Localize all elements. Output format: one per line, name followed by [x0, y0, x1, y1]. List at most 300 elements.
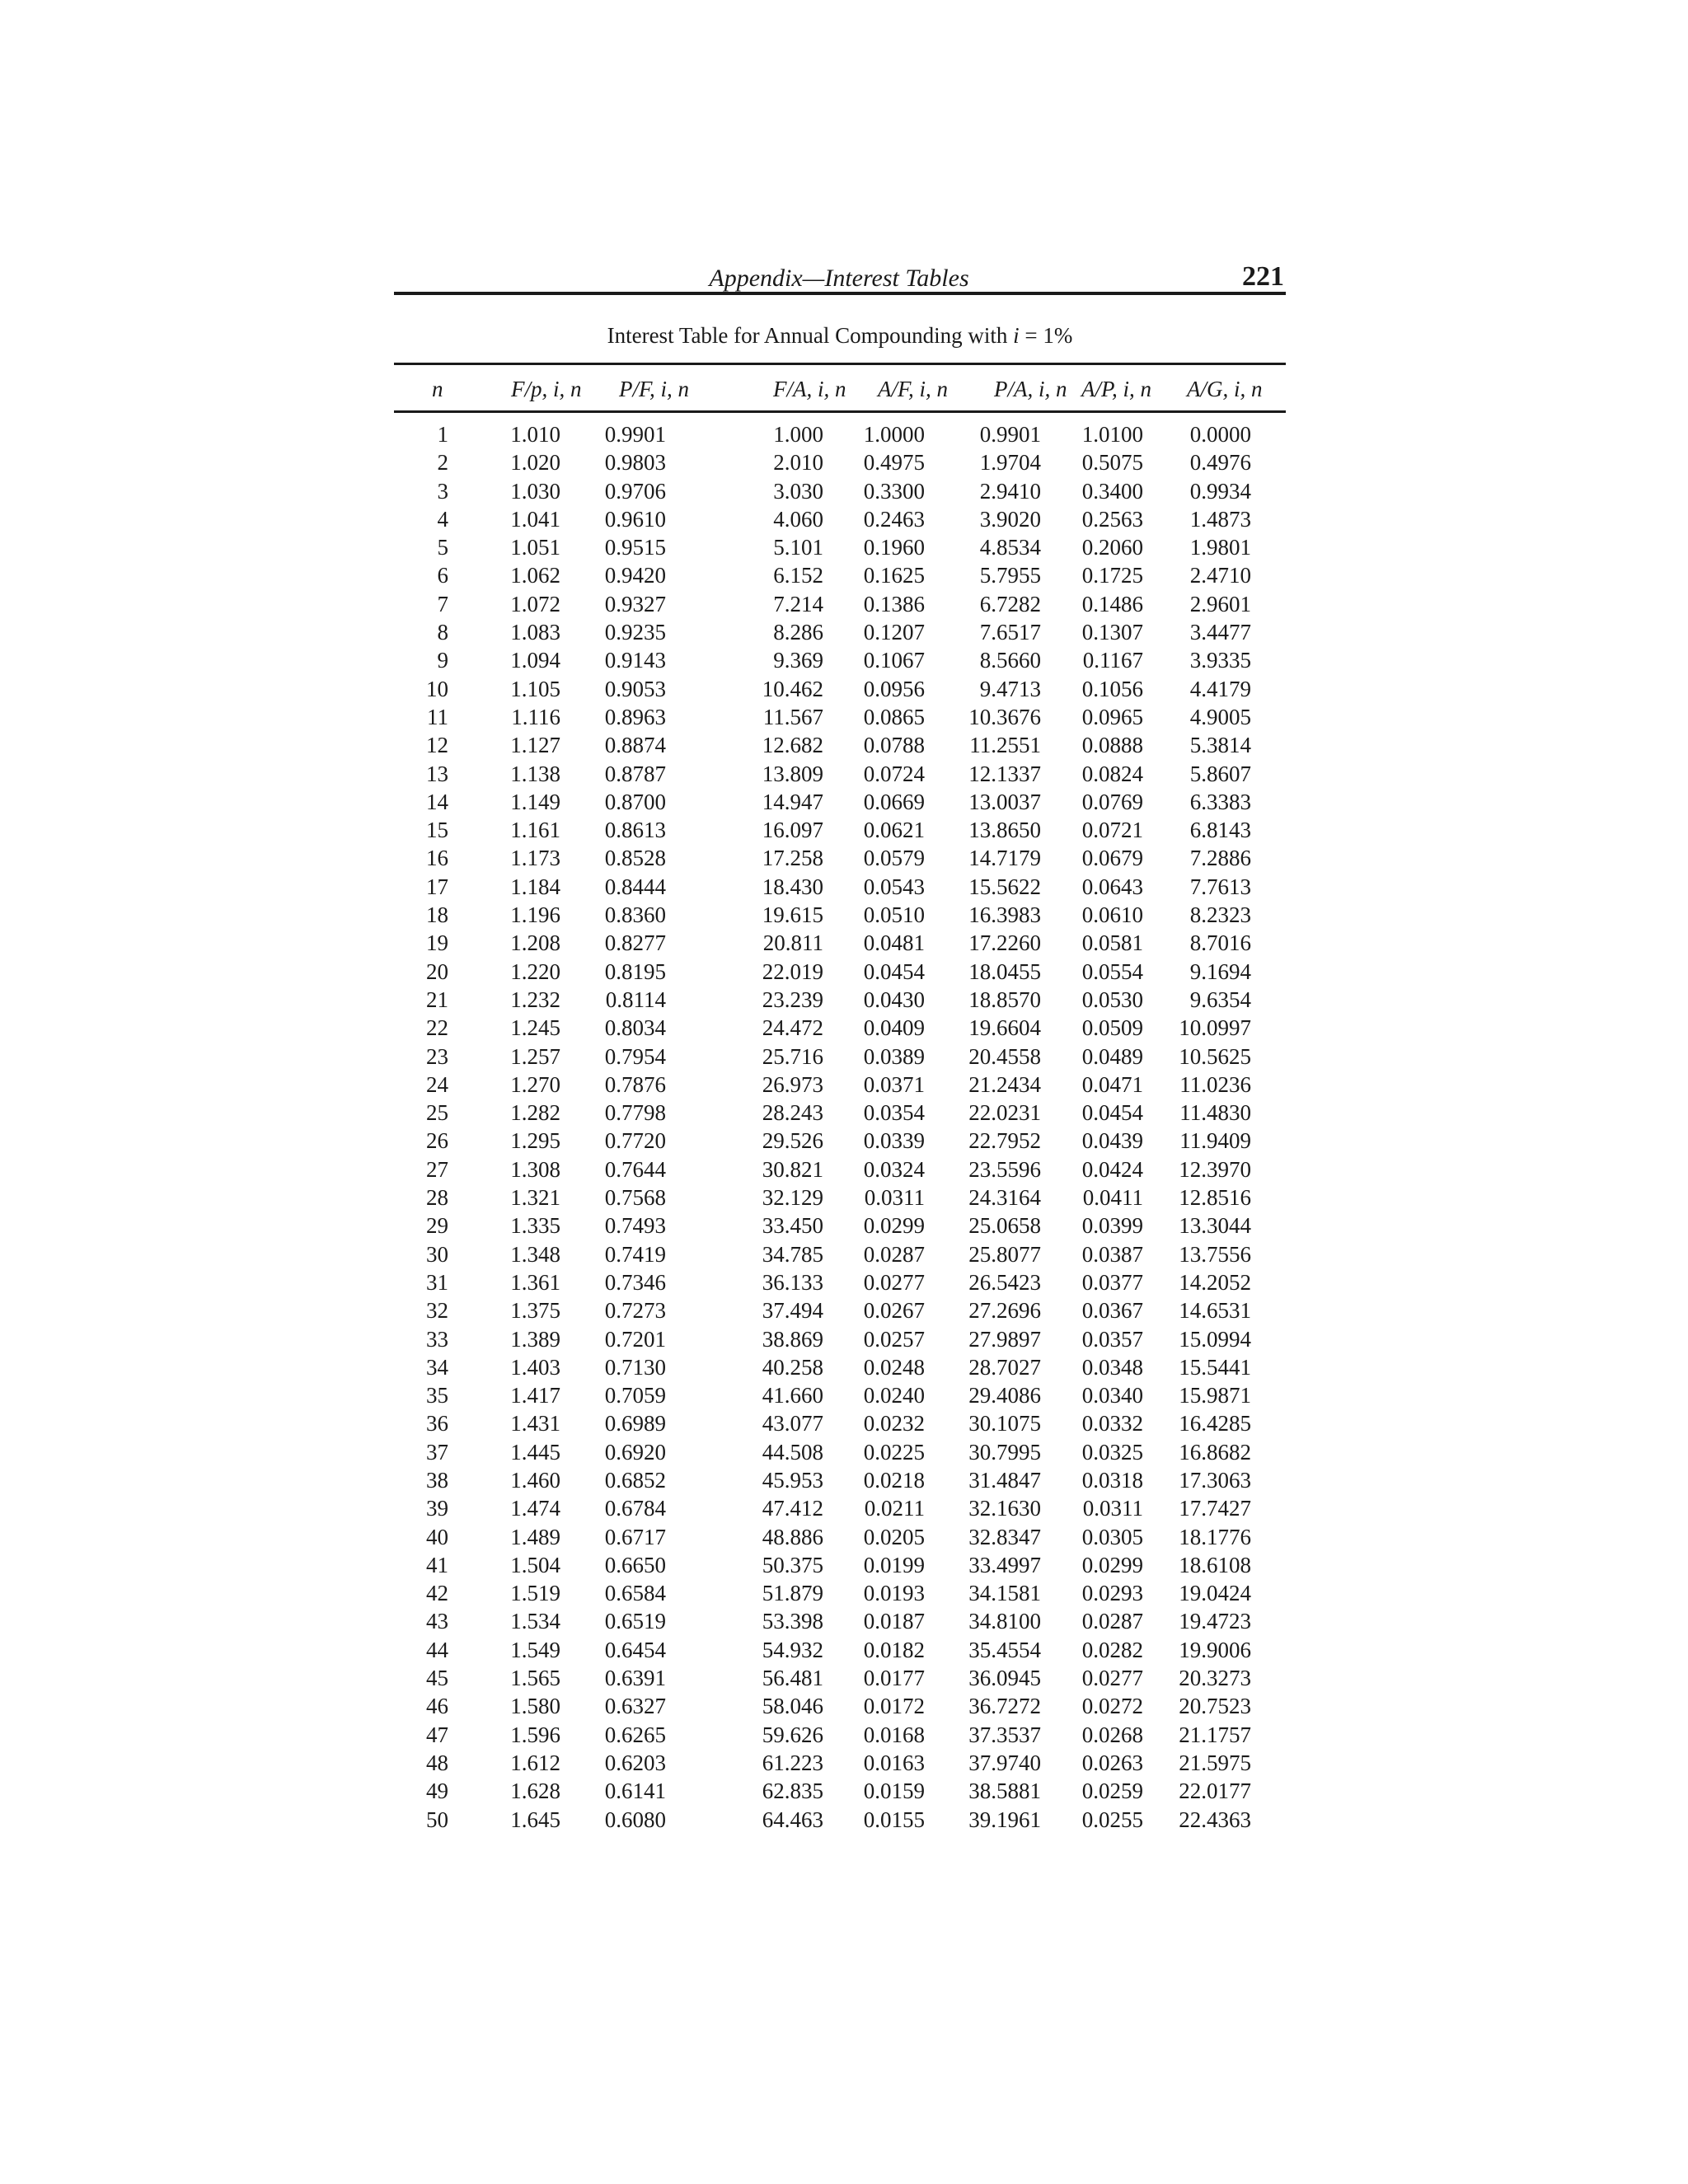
- table-cell: 0.7346: [604, 1269, 666, 1295]
- table-row: [394, 533, 1251, 561]
- table-cell: 9: [437, 648, 448, 673]
- table-cell: 11.567: [762, 704, 823, 729]
- table-cell: 27.9897: [968, 1326, 1041, 1352]
- table-cell: 1.062: [510, 563, 560, 588]
- table-cell: 5.101: [773, 535, 823, 560]
- table-cell: 0.0163: [863, 1750, 925, 1775]
- table-cell: 0.2060: [1081, 535, 1143, 560]
- table-cell: 12: [426, 733, 448, 758]
- column-header-pa: P/A, i, n: [994, 377, 1067, 401]
- table-cell: 10.0997: [1179, 1015, 1251, 1041]
- table-cell: 44.508: [762, 1439, 823, 1465]
- table-cell: 0.1386: [863, 591, 925, 616]
- table-cell: 61.223: [762, 1750, 823, 1775]
- table-cell: 0.4976: [1189, 450, 1251, 476]
- table-cell: 6: [437, 563, 448, 588]
- table-cell: 15: [426, 818, 448, 843]
- table-cell: 22.0177: [1179, 1779, 1251, 1804]
- table-cell: 19.6604: [968, 1015, 1041, 1041]
- page-number: 221: [1242, 261, 1284, 292]
- table-cell: 1.083: [510, 620, 560, 645]
- table-cell: 11.0236: [1179, 1071, 1251, 1097]
- table-cell: 23: [426, 1043, 448, 1069]
- table-cell: 13: [426, 761, 448, 786]
- table-cell: 10.462: [762, 676, 823, 701]
- running-title: Appendix—Interest Tables: [709, 265, 969, 292]
- table-row: [394, 986, 1251, 1014]
- table-cell: 0.2563: [1081, 506, 1143, 532]
- table-cell: 0.0581: [1081, 930, 1143, 956]
- table-row: [394, 873, 1251, 901]
- table-cell: 0.9420: [604, 563, 666, 588]
- table-cell: 0.7493: [604, 1213, 666, 1239]
- table-cell: 1.000: [773, 422, 823, 447]
- table-cell: 39: [426, 1496, 448, 1521]
- table-cell: 0.0377: [1081, 1269, 1143, 1295]
- table-cell: 0.8528: [604, 846, 666, 871]
- table-cell: 41: [426, 1552, 448, 1577]
- table-cell: 34.8100: [968, 1609, 1041, 1634]
- table-cell: 1.549: [510, 1637, 560, 1662]
- table-cell: 45.953: [762, 1467, 823, 1493]
- table-cell: 18.0455: [968, 958, 1041, 984]
- table-cell: 0.2463: [863, 506, 925, 532]
- table-cell: 1.612: [510, 1750, 560, 1775]
- table-cell: 0.0259: [1081, 1779, 1143, 1804]
- table-cell: 16.3983: [968, 902, 1041, 928]
- table-cell: 17.3063: [1179, 1467, 1251, 1493]
- table-cell: 0.0248: [863, 1354, 925, 1380]
- table-cell: 0.3300: [863, 478, 925, 504]
- table-cell: 0.9327: [604, 591, 666, 616]
- table-cell: 17: [426, 874, 448, 899]
- table-cell: 4: [437, 506, 448, 532]
- table-cell: 0.8195: [604, 958, 666, 984]
- table-row: [394, 1579, 1251, 1607]
- table-cell: 30: [426, 1241, 448, 1267]
- table-cell: 2.4710: [1189, 563, 1251, 588]
- table-cell: 0.0643: [1081, 874, 1143, 899]
- table-cell: 21.2434: [968, 1071, 1041, 1097]
- table-cell: 0.0788: [863, 733, 925, 758]
- table-cell: 0.0318: [1081, 1467, 1143, 1493]
- table-cell: 0.0282: [1081, 1637, 1143, 1662]
- table-cell: 17.2260: [968, 930, 1041, 956]
- table-cell: 0.7130: [604, 1354, 666, 1380]
- table-cell: 0.1960: [863, 535, 925, 560]
- table-cell: 18: [426, 902, 448, 928]
- table-cell: 14.2052: [1179, 1269, 1251, 1295]
- table-row: [394, 618, 1251, 646]
- table-cell: 27: [426, 1156, 448, 1182]
- table-cell: 0.7419: [604, 1241, 666, 1267]
- table-cell: 1.127: [510, 733, 560, 758]
- table-cell: 40.258: [762, 1354, 823, 1380]
- table-cell: 0.7954: [604, 1043, 666, 1069]
- table-cell: 18.430: [762, 874, 823, 899]
- table-row: [394, 1607, 1251, 1635]
- table-cell: 32.1630: [968, 1496, 1041, 1521]
- table-cell: 0.1307: [1081, 620, 1143, 645]
- table-cell: 15.9871: [1179, 1383, 1251, 1408]
- table-cell: 10.3676: [968, 704, 1041, 729]
- table-cell: 33: [426, 1326, 448, 1352]
- table-cell: 26.5423: [968, 1269, 1041, 1295]
- table-cell: 24: [426, 1071, 448, 1097]
- table-cell: 1.196: [510, 902, 560, 928]
- interest-table: [394, 420, 1251, 1834]
- column-header-ap: A/P, i, n: [1081, 377, 1152, 401]
- table-cell: 37.9740: [968, 1750, 1041, 1775]
- table-cell: 32.129: [762, 1185, 823, 1211]
- table-row: [394, 675, 1251, 703]
- table-cell: 0.0579: [863, 846, 925, 871]
- column-header-ag: A/G, i, n: [1187, 377, 1263, 401]
- table-cell: 6.8143: [1189, 818, 1251, 843]
- table-row: [394, 1155, 1251, 1183]
- table-cell: 0.0205: [863, 1524, 925, 1549]
- table-cell: 1.010: [510, 422, 560, 447]
- table-cell: 1.361: [510, 1269, 560, 1295]
- table-cell: 0.0232: [863, 1411, 925, 1436]
- table-cell: 0.1486: [1081, 591, 1143, 616]
- table-cell: 1.445: [510, 1439, 560, 1465]
- table-cell: 0.0299: [863, 1213, 925, 1239]
- table-cell: 0.1056: [1081, 676, 1143, 701]
- table-cell: 0.0267: [863, 1298, 925, 1324]
- table-cell: 14.6531: [1179, 1298, 1251, 1324]
- table-cell: 0.6141: [604, 1779, 666, 1804]
- table-row: [394, 1721, 1251, 1749]
- table-cell: 9.4713: [979, 676, 1041, 701]
- table-cell: 4.9005: [1189, 704, 1251, 729]
- table-cell: 13.0037: [968, 789, 1041, 814]
- table-cell: 0.0509: [1081, 1015, 1143, 1041]
- table-cell: 33.450: [762, 1213, 823, 1239]
- table-cell: 5: [437, 535, 448, 560]
- page-header: [394, 262, 1284, 295]
- table-cell: 16.097: [762, 818, 823, 843]
- table-cell: 0.8874: [604, 733, 666, 758]
- table-row: [394, 1806, 1251, 1834]
- table-cell: 0.0824: [1081, 761, 1143, 786]
- table-cell: 0.9235: [604, 620, 666, 645]
- table-cell: 0.0389: [863, 1043, 925, 1069]
- table-cell: 0.0471: [1081, 1071, 1143, 1097]
- header-bottom-rule: [394, 410, 1286, 413]
- table-cell: 6.3383: [1189, 789, 1251, 814]
- table-cell: 8.286: [773, 620, 823, 645]
- table-cell: 1.094: [510, 648, 560, 673]
- table-cell: 0.6784: [604, 1496, 666, 1521]
- table-cell: 13.3044: [1179, 1213, 1251, 1239]
- table-cell: 50: [426, 1807, 448, 1832]
- table-cell: 47: [426, 1722, 448, 1747]
- table-cell: 20.4558: [968, 1043, 1041, 1069]
- table-cell: 9.1694: [1189, 958, 1251, 984]
- table-cell: 8: [437, 620, 448, 645]
- table-cell: 37.3537: [968, 1722, 1041, 1747]
- table-cell: 0.0769: [1081, 789, 1143, 814]
- table-cell: 19.615: [762, 902, 823, 928]
- table-cell: 1.0100: [1081, 422, 1143, 447]
- table-cell: 19.9006: [1179, 1637, 1251, 1662]
- table-cell: 20.811: [762, 930, 823, 956]
- table-row: [394, 1381, 1251, 1409]
- table-cell: 0.1167: [1082, 648, 1143, 673]
- table-cell: 56.481: [762, 1666, 823, 1691]
- table-cell: 30.1075: [968, 1411, 1041, 1436]
- table-cell: 16.8682: [1179, 1439, 1251, 1465]
- table-cell: 1.628: [510, 1779, 560, 1804]
- table-cell: 34: [426, 1354, 448, 1380]
- table-cell: 1.138: [510, 761, 560, 786]
- table-cell: 5.3814: [1189, 733, 1251, 758]
- table-cell: 38.5881: [968, 1779, 1041, 1804]
- table-cell: 0.9515: [604, 535, 666, 560]
- column-header-fp: F/p, i, n: [511, 377, 582, 401]
- table-cell: 3: [437, 478, 448, 504]
- table-cell: 1.173: [510, 846, 560, 871]
- table-row: [394, 760, 1251, 788]
- table-cell: 0.0371: [863, 1071, 925, 1097]
- table-cell: 0.8787: [604, 761, 666, 786]
- table-cell: 0.0454: [1081, 1100, 1143, 1126]
- table-cell: 0.1067: [863, 648, 925, 673]
- table-cell: 1.116: [511, 704, 560, 729]
- column-header-af: A/F, i, n: [878, 377, 949, 401]
- table-cell: 0.4975: [863, 450, 925, 476]
- table-cell: 3.9020: [979, 506, 1041, 532]
- table-cell: 0.0956: [863, 676, 925, 701]
- table-row: [394, 1438, 1251, 1466]
- table-cell: 34.1581: [968, 1581, 1041, 1606]
- table-cell: 0.0257: [863, 1326, 925, 1352]
- table-row: [394, 1240, 1251, 1268]
- table-cell: 2: [437, 450, 448, 476]
- table-cell: 1: [437, 422, 448, 447]
- table-cell: 0.6650: [604, 1552, 666, 1577]
- table-cell: 45: [426, 1666, 448, 1691]
- table-cell: 0.0277: [1081, 1666, 1143, 1691]
- table-cell: 19.0424: [1179, 1581, 1251, 1606]
- table-cell: 41.660: [762, 1383, 823, 1408]
- table-cell: 14: [426, 789, 448, 814]
- table-cell: 13.7556: [1179, 1241, 1251, 1267]
- table-row: [394, 1183, 1251, 1212]
- table-cell: 8.5660: [979, 648, 1041, 673]
- table-cell: 12.682: [762, 733, 823, 758]
- table-cell: 1.051: [510, 535, 560, 560]
- table-cell: 34.785: [762, 1241, 823, 1267]
- table-cell: 1.348: [510, 1241, 560, 1267]
- table-row: [394, 1466, 1251, 1494]
- table-cell: 12.1337: [968, 761, 1041, 786]
- table-cell: 1.4873: [1189, 506, 1251, 532]
- table-cell: 0.0409: [863, 1015, 925, 1041]
- table-cell: 0.0268: [1081, 1722, 1143, 1747]
- table-cell: 27.2696: [968, 1298, 1041, 1324]
- table-row: [394, 1409, 1251, 1437]
- caption-variable: i: [1013, 323, 1020, 348]
- table-cell: 1.220: [510, 958, 560, 984]
- table-cell: 49: [426, 1779, 448, 1804]
- table-row: [394, 590, 1251, 618]
- caption-rate: = 1%: [1019, 323, 1073, 348]
- table-cell: 24.472: [762, 1015, 823, 1041]
- table-cell: 0.0387: [1081, 1241, 1143, 1267]
- table-cell: 0.8360: [604, 902, 666, 928]
- table-cell: 16.4285: [1179, 1411, 1251, 1436]
- table-cell: 0.0168: [863, 1722, 925, 1747]
- table-cell: 42: [426, 1581, 448, 1606]
- table-row: [394, 1777, 1251, 1805]
- table-cell: 39.1961: [968, 1807, 1041, 1832]
- table-cell: 0.9934: [1189, 478, 1251, 504]
- table-cell: 1.257: [510, 1043, 560, 1069]
- table-row: [394, 1353, 1251, 1381]
- table-cell: 30.821: [762, 1156, 823, 1182]
- table-cell: 29: [426, 1213, 448, 1239]
- table-cell: 12.3970: [1179, 1156, 1251, 1182]
- table-cell: 0.6080: [604, 1807, 666, 1832]
- table-row: [394, 1296, 1251, 1324]
- table-cell: 0.0669: [863, 789, 925, 814]
- table-row: [394, 1636, 1251, 1664]
- table-cell: 13.809: [762, 761, 823, 786]
- table-cell: 1.431: [510, 1411, 560, 1436]
- table-row: [394, 1664, 1251, 1692]
- table-cell: 44: [426, 1637, 448, 1662]
- table-cell: 1.308: [510, 1156, 560, 1182]
- table-cell: 22.0231: [968, 1100, 1041, 1126]
- table-cell: 40: [426, 1524, 448, 1549]
- table-cell: 1.645: [510, 1807, 560, 1832]
- table-row: [394, 901, 1251, 929]
- table-row: [394, 929, 1251, 957]
- table-cell: 0.7720: [604, 1128, 666, 1154]
- table-cell: 0.0240: [863, 1383, 925, 1408]
- table-cell: 25.8077: [968, 1241, 1041, 1267]
- table-cell: 10.5625: [1179, 1043, 1251, 1069]
- table-cell: 1.295: [510, 1128, 560, 1154]
- table-row: [394, 816, 1251, 844]
- table-cell: 28.243: [762, 1100, 823, 1126]
- table-cell: 17.258: [762, 846, 823, 871]
- table-cell: 1.580: [510, 1694, 560, 1719]
- table-cell: 1.504: [510, 1552, 560, 1577]
- table-cell: 0.9053: [604, 676, 666, 701]
- table-cell: 0.6203: [604, 1750, 666, 1775]
- table-cell: 14.7179: [968, 846, 1041, 871]
- table-cell: 8.7016: [1189, 930, 1251, 956]
- table-row: [394, 505, 1251, 533]
- table-cell: 0.9901: [604, 422, 666, 447]
- table-cell: 1.208: [510, 930, 560, 956]
- table-cell: 36.133: [762, 1269, 823, 1295]
- table-cell: 0.0193: [863, 1581, 925, 1606]
- table-cell: 1.149: [510, 789, 560, 814]
- table-cell: 1.245: [510, 1015, 560, 1041]
- table-cell: 0.0965: [1081, 704, 1143, 729]
- table-row: [394, 420, 1251, 448]
- table-cell: 20.3273: [1179, 1666, 1251, 1691]
- table-cell: 26.973: [762, 1071, 823, 1097]
- table-cell: 48: [426, 1750, 448, 1775]
- table-cell: 0.0155: [863, 1807, 925, 1832]
- table-cell: 0.7201: [604, 1326, 666, 1352]
- table-cell: 1.321: [510, 1185, 560, 1211]
- table-cell: 0.6920: [604, 1439, 666, 1465]
- table-row: [394, 1212, 1251, 1240]
- table-cell: 0.8444: [604, 874, 666, 899]
- table-cell: 64.463: [762, 1807, 823, 1832]
- table-cell: 0.0199: [863, 1552, 925, 1577]
- table-cell: 5.8607: [1189, 761, 1251, 786]
- table-cell: 1.270: [510, 1071, 560, 1097]
- table-cell: 0.0332: [1081, 1411, 1143, 1436]
- table-cell: 22: [426, 1015, 448, 1041]
- table-cell: 11.2551: [969, 733, 1041, 758]
- table-row: [394, 1043, 1251, 1071]
- table-cell: 0.9143: [604, 648, 666, 673]
- table-cell: 0.0277: [863, 1269, 925, 1295]
- table-row: [394, 561, 1251, 589]
- table-cell: 7: [437, 591, 448, 616]
- table-cell: 0.0554: [1081, 958, 1143, 984]
- table-cell: 0.0325: [1081, 1439, 1143, 1465]
- table-row: [394, 703, 1251, 731]
- table-cell: 0.6454: [604, 1637, 666, 1662]
- table-cell: 58.046: [762, 1694, 823, 1719]
- table-cell: 0.6717: [604, 1524, 666, 1549]
- table-cell: 36.0945: [968, 1666, 1041, 1691]
- table-cell: 6.152: [773, 563, 823, 588]
- table-cell: 0.0411: [1082, 1185, 1143, 1211]
- table-cell: 0.0293: [1081, 1581, 1143, 1606]
- table-cell: 28.7027: [968, 1354, 1041, 1380]
- table-cell: 36.7272: [968, 1694, 1041, 1719]
- table-row: [394, 1523, 1251, 1551]
- table-cell: 1.375: [510, 1298, 560, 1324]
- table-cell: 0.0399: [1081, 1213, 1143, 1239]
- table-row: [394, 788, 1251, 816]
- table-cell: 43.077: [762, 1411, 823, 1436]
- table-cell: 11: [427, 704, 448, 729]
- table-cell: 9.369: [773, 648, 823, 673]
- table-cell: 0.0439: [1081, 1128, 1143, 1154]
- table-cell: 17.7427: [1179, 1496, 1251, 1521]
- table-cell: 0.0311: [1082, 1496, 1143, 1521]
- table-cell: 0.0454: [863, 958, 925, 984]
- table-cell: 0.0621: [863, 818, 925, 843]
- table-cell: 46: [426, 1694, 448, 1719]
- table-cell: 37: [426, 1439, 448, 1465]
- table-cell: 1.161: [510, 818, 560, 843]
- table-cell: 0.0721: [1081, 818, 1143, 843]
- table-cell: 20: [426, 958, 448, 984]
- table-cell: 0.1625: [863, 563, 925, 588]
- table-cell: 15.5441: [1179, 1354, 1251, 1380]
- table-cell: 24.3164: [968, 1185, 1041, 1211]
- table-cell: 22.4363: [1179, 1807, 1251, 1832]
- table-cell: 0.8114: [605, 987, 666, 1012]
- table-row: [394, 448, 1251, 476]
- table-row: [394, 1494, 1251, 1522]
- table-cell: 10: [426, 676, 448, 701]
- table-cell: 23.5596: [968, 1156, 1041, 1182]
- column-header-pf: P/F, i, n: [619, 377, 690, 401]
